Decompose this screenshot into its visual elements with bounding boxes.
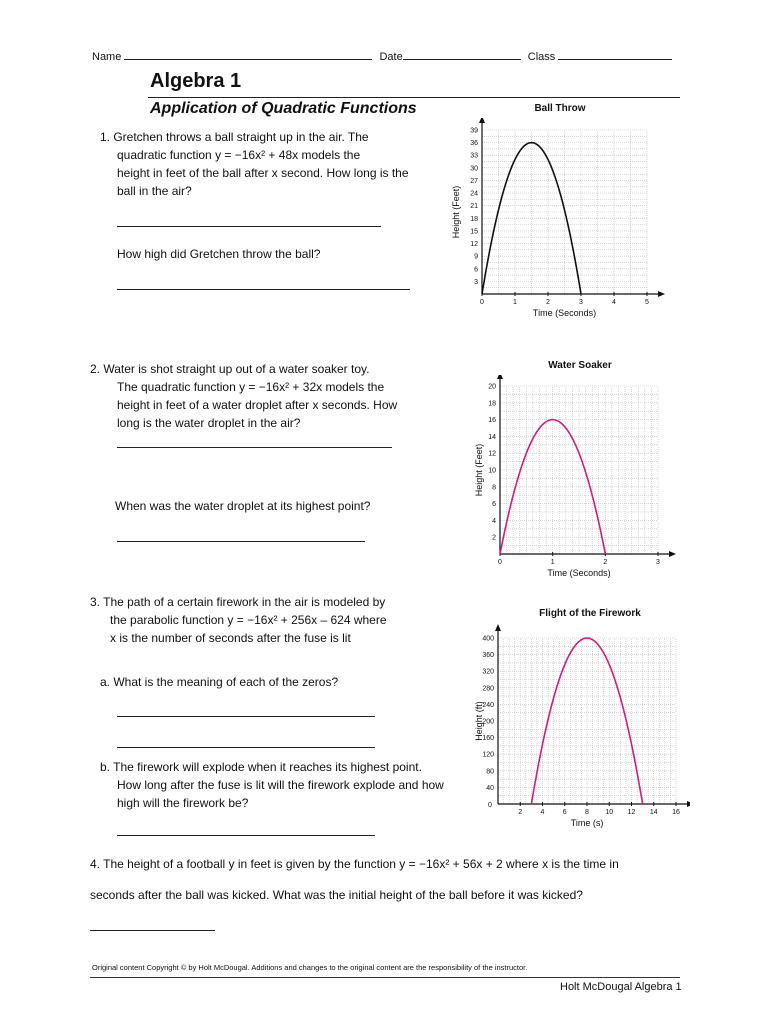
footer-course-label: Holt McDougal Algebra 1 (560, 981, 682, 993)
y-tick-label: 33 (470, 152, 478, 160)
y-tick-label: 280 (482, 685, 494, 693)
chart-firework (468, 624, 690, 830)
name-label: Name (92, 51, 122, 63)
page-subtitle: Application of Quadratic Functions (150, 100, 417, 117)
y-tick-label: 18 (488, 400, 496, 408)
x-axis-arrow (658, 291, 665, 297)
question-2 (90, 360, 450, 432)
q3-line: the parabolic function y = −16x² + 256x – 624 where (110, 613, 387, 627)
q3-line: x is the number of seconds after the fuse is lit (110, 631, 351, 645)
q1-sub-answer-line[interactable] (117, 289, 410, 290)
question-4-line-2: seconds after the ball was kicked. What was the initial height of the ball before it was kicked? (90, 888, 583, 902)
x-tick-label: 12 (627, 809, 636, 816)
title-divider (148, 97, 680, 98)
y-tick-label: 39 (470, 127, 478, 135)
y-tick-label: 20 (488, 383, 496, 391)
y-tick-label: 15 (470, 228, 478, 236)
header-row (92, 49, 672, 63)
date-field[interactable] (403, 49, 521, 60)
y-tick-label: 400 (482, 635, 494, 643)
q3-line: 3. The path of a certain firework in the air is modeled by (90, 595, 386, 609)
chart-1-title: Ball Throw (534, 103, 586, 114)
page-title: Algebra 1 (150, 70, 242, 92)
y-tick-label: 360 (482, 652, 494, 660)
y-tick-label: 40 (486, 784, 494, 792)
question-4-line-1: 4. The height of a football y in feet is given by the function y = −16x² + 56x + 2 where x is the time in (90, 857, 619, 871)
x-tick-label: 2 (546, 299, 550, 306)
y-axis-label: Height (Feet) (451, 185, 461, 239)
chart-water-soaker (468, 375, 690, 583)
chart-2-title: Water Soaker (548, 360, 612, 371)
q1-line: height in feet of the ball after x second. How long is the (117, 166, 409, 180)
q3b-line: b. The firework will explode when it reaches its highest point. (100, 760, 422, 774)
x-tick-label: 0 (480, 299, 484, 306)
y-tick-label: 200 (482, 718, 494, 726)
chart-3-title: Flight of the Firework (539, 608, 641, 619)
x-axis-label: Time (Seconds) (547, 568, 611, 578)
y-tick-label: 2 (492, 534, 496, 542)
y-tick-label: 3 (474, 278, 478, 286)
q3-part-a: a. What is the meaning of each of the zeros? (100, 675, 339, 689)
x-axis-arrow (669, 551, 676, 557)
y-tick-label: 14 (488, 433, 496, 441)
x-tick-label: 1 (550, 559, 555, 566)
x-tick-label: 5 (645, 299, 649, 306)
y-tick-label: 18 (470, 215, 478, 223)
y-tick-label: 30 (470, 165, 478, 173)
y-tick-label: 6 (492, 501, 496, 509)
y-axis-label: Height (ft) (474, 701, 484, 741)
origin-label: 0 (488, 802, 492, 809)
y-tick-label: 240 (482, 701, 494, 709)
q1-line: quadratic function y = −16x² + 48x models the (117, 148, 361, 162)
q3b-answer-line[interactable] (117, 835, 375, 836)
chart-ball-throw (445, 118, 670, 324)
y-tick-label: 24 (470, 190, 478, 198)
x-tick-label: 6 (562, 809, 567, 816)
x-tick-label: 2 (518, 809, 523, 816)
y-tick-label: 12 (470, 241, 478, 249)
q2-line: 2. Water is shot straight up out of a water soaker toy. (90, 362, 370, 376)
q1-line: ball in the air? (117, 184, 192, 198)
y-tick-label: 16 (488, 417, 496, 425)
y-axis-arrow (497, 375, 503, 379)
y-tick-label: 80 (486, 768, 494, 776)
class-field[interactable] (558, 49, 672, 60)
q3b-line: How long after the fuse is lit will the firework explode and how (117, 778, 444, 792)
question-1 (100, 128, 440, 200)
x-tick-label: 1 (513, 299, 517, 306)
class-label: Class (527, 51, 556, 63)
y-tick-label: 320 (482, 668, 494, 676)
x-tick-label: 16 (672, 809, 680, 816)
y-tick-label: 160 (482, 735, 494, 743)
q4-answer-line[interactable] (90, 930, 215, 931)
q1-line: 1. Gretchen throws a ball straight up in the air. The (100, 130, 369, 144)
q1-subquestion: How high did Gretchen throw the ball? (117, 247, 321, 261)
footer-divider (90, 977, 680, 978)
copyright-notice: Original content Copyright © by Holt McDougal. Additions and changes to the original content are the responsibility of the instructor. (92, 963, 528, 972)
y-axis-arrow (479, 118, 485, 123)
q2-sub-answer-line[interactable] (117, 541, 365, 542)
x-tick-label: 8 (585, 809, 589, 816)
x-tick-label: 2 (603, 559, 608, 566)
question-3 (90, 593, 450, 647)
q2-line: The quadratic function y = −16x² + 32x models the (117, 380, 385, 394)
q1-answer-line[interactable] (117, 226, 381, 227)
x-tick-label: 4 (612, 299, 616, 306)
y-tick-label: 120 (482, 751, 494, 759)
x-tick-label: 3 (579, 299, 583, 306)
q3a-answer-line-1[interactable] (117, 716, 375, 717)
q2-answer-line[interactable] (117, 447, 392, 448)
q2-subquestion: When was the water droplet at its highest point? (115, 499, 371, 513)
q3a-answer-line-2[interactable] (117, 747, 375, 748)
y-tick-label: 4 (492, 517, 496, 525)
q3-part-b (100, 758, 470, 812)
y-axis-arrow (495, 624, 501, 631)
q2-line: long is the water droplet in the air? (117, 416, 301, 430)
x-tick-label: 0 (498, 559, 502, 566)
x-tick-label: 14 (649, 809, 658, 816)
q3b-line: high will the firework be? (117, 796, 249, 810)
y-tick-label: 21 (470, 203, 478, 211)
q2-line: height in feet of a water droplet after x seconds. How (117, 398, 398, 412)
name-field[interactable] (124, 49, 372, 60)
y-tick-label: 36 (470, 140, 478, 148)
date-label: Date (379, 51, 403, 63)
y-tick-label: 9 (474, 253, 478, 261)
x-axis-label: Time (Seconds) (532, 308, 597, 318)
x-axis-arrow (687, 801, 690, 807)
y-tick-label: 10 (488, 467, 496, 475)
y-axis-label: Height (Feet) (474, 443, 484, 497)
y-tick-label: 12 (488, 450, 496, 458)
x-tick-label: 10 (605, 809, 614, 816)
y-tick-label: 27 (470, 177, 478, 185)
y-tick-label: 8 (492, 484, 496, 492)
x-axis-label: Time (s) (570, 818, 604, 828)
x-tick-label: 3 (656, 559, 660, 566)
x-tick-label: 4 (540, 809, 545, 816)
y-tick-label: 6 (474, 266, 478, 274)
